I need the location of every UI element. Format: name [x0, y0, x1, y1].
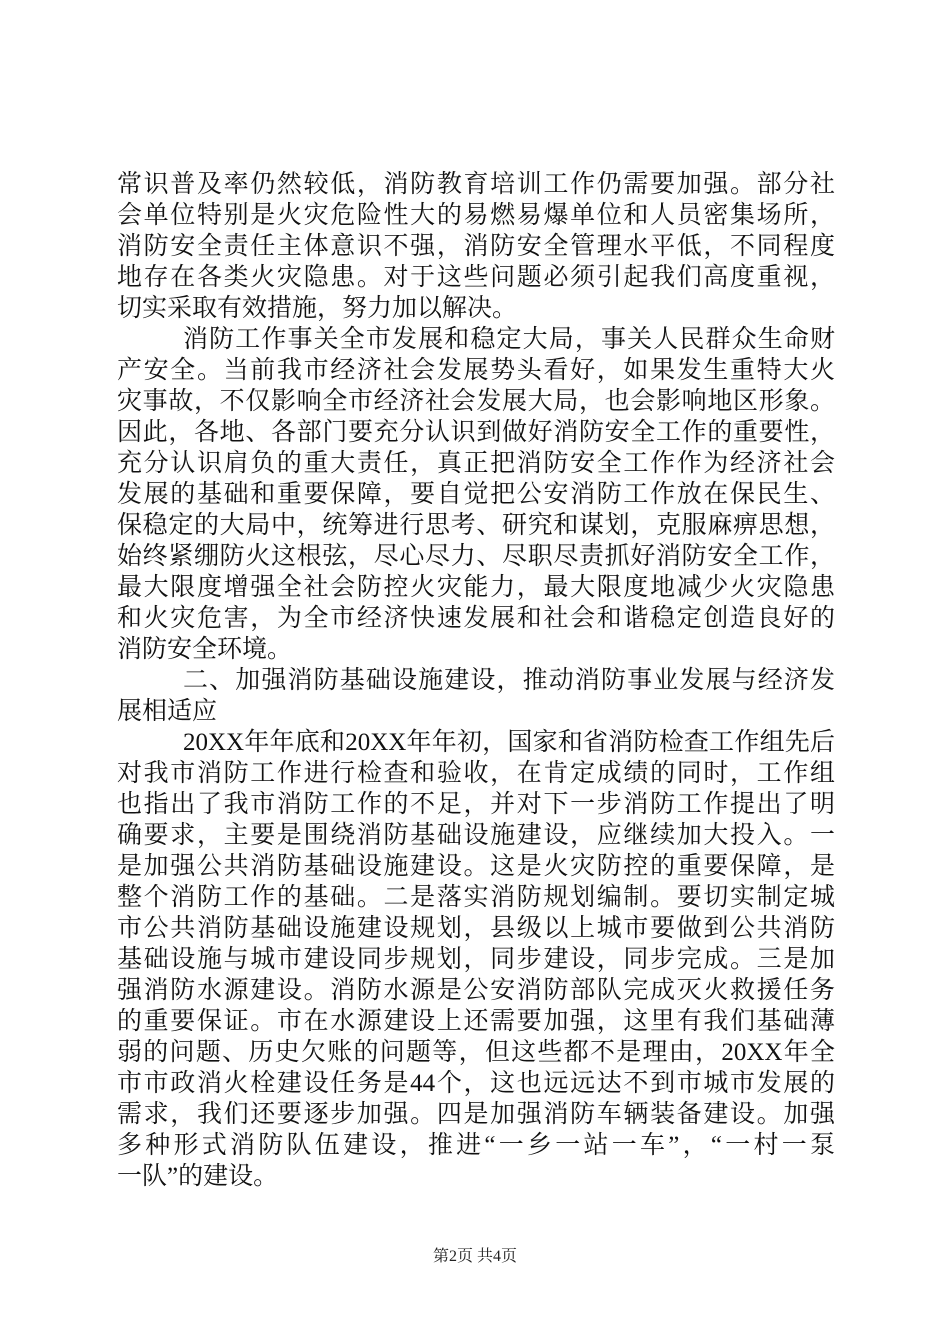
text-line: 切实采取有效措施，努力加以解决。 — [117, 295, 518, 322]
text-line: 确要求，主要是围绕消防基础设施建设，应继续加大投入。一 — [117, 822, 835, 849]
text-line: 消防工作事关全市发展和稳定大局，事关人民群众生命财 — [183, 326, 835, 353]
document-body — [117, 169, 835, 1192]
text-line: 充分认识肩负的重大责任，真正把消防安全工作作为经济社会 — [117, 450, 835, 477]
text-line: 地存在各类火灾隐患。对于这些问题必须引起我们高度重视， — [117, 264, 835, 291]
text-line: 二、加强消防基础设施建设，推动消防事业发展与经济发 — [183, 667, 835, 694]
text-line: 强消防水源建设。消防水源是公安消防部队完成灭火救援任务 — [117, 977, 835, 1004]
text-line: 发展的基础和重要保障，要自觉把公安消防工作放在保民生、 — [117, 481, 835, 508]
text-line: 消防安全责任主体意识不强，消防安全管理水平低，不同程度 — [117, 233, 835, 260]
text-line: 对我市消防工作进行检查和验收，在肯定成绩的同时，工作组 — [117, 760, 835, 787]
text-line: 的重要保证。市在水源建设上还需要加强，这里有我们基础薄 — [117, 1008, 835, 1035]
text-line: 也指出了我市消防工作的不足，并对下一步消防工作提出了明 — [117, 791, 835, 818]
text-line: 需求，我们还要逐步加强。四是加强消防车辆装备建设。加强 — [117, 1101, 835, 1128]
text-line: 因此，各地、各部门要充分认识到做好消防安全工作的重要性， — [117, 419, 835, 446]
text-line: 最大限度增强全社会防控火灾能力，最大限度地减少火灾隐患 — [117, 574, 835, 601]
text-line: 整个消防工作的基础。二是落实消防规划编制。要切实制定城 — [117, 884, 835, 911]
text-line: 市公共消防基础设施建设规划，县级以上城市要做到公共消防 — [117, 915, 835, 942]
text-line: 基础设施与城市建设同步规划，同步建设，同步完成。三是加 — [117, 946, 835, 973]
text-line: 消防安全环境。 — [117, 636, 293, 663]
text-line: 是加强公共消防基础设施建设。这是火灾防控的重要保障，是 — [117, 853, 835, 880]
text-line: 20XX年年底和20XX年年初，国家和省消防检查工作组先后 — [183, 729, 835, 756]
text-line: 多种形式消防队伍建设，推进“一乡一站一车”，“一村一泵 — [117, 1132, 835, 1159]
page-footer: 第2页 共4页 — [432, 1248, 517, 1265]
text-line: 保稳定的大局中，统筹进行思考、研究和谋划，克服麻痹思想， — [117, 512, 835, 539]
text-line: 展相适应 — [117, 698, 218, 725]
text-line: 一队”的建设。 — [117, 1163, 279, 1190]
text-line: 常识普及率仍然较低，消防教育培训工作仍需要加强。部分社 — [117, 171, 835, 198]
text-line: 弱的问题、历史欠账的问题等，但这些都不是理由，20XX年全 — [117, 1039, 835, 1066]
text-line: 市市政消火栓建设任务是44个，这也远远达不到市城市发展的 — [117, 1070, 835, 1097]
text-line: 产安全。当前我市经济社会发展势头看好，如果发生重特大火 — [117, 357, 835, 384]
text-line: 和火灾危害，为全市经济快速发展和社会和谐稳定创造良好的 — [117, 605, 835, 632]
text-line: 灾事故，不仅影响全市经济社会发展大局，也会影响地区形象。 — [117, 388, 835, 415]
text-line: 始终紧绷防火这根弦，尽心尽力、尽职尽责抓好消防安全工作， — [117, 543, 835, 570]
text-line: 会单位特别是火灾危险性大的易燃易爆单位和人员密集场所， — [117, 202, 835, 229]
